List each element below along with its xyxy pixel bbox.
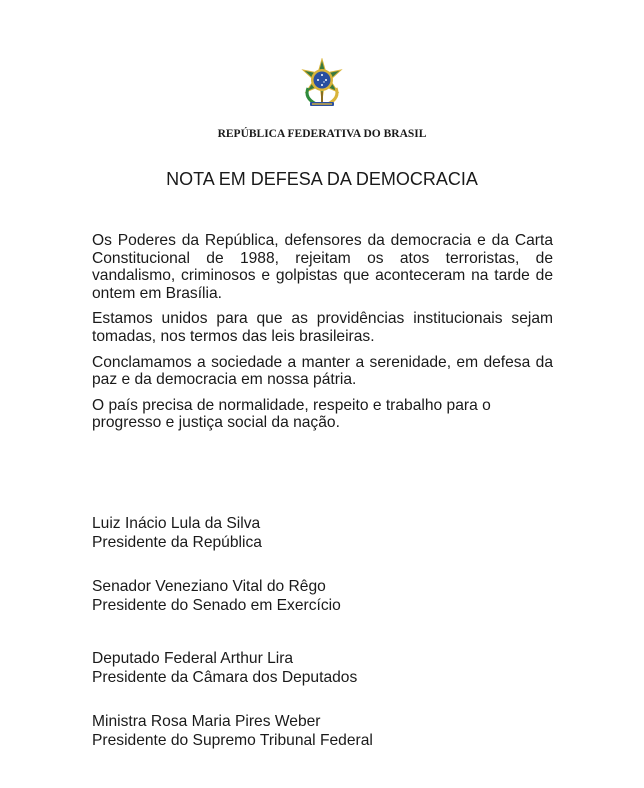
signer-name: Deputado Federal Arthur Lira	[92, 650, 294, 667]
signer-name: Ministra Rosa Maria Pires Weber	[92, 713, 321, 730]
signature-block	[92, 577, 341, 615]
country-name: REPÚBLICA FEDERATIVA DO BRASIL	[217, 128, 427, 140]
paragraph: Estamos unidos para que as providências institucionais sejam tomadas, nos termos das leis brasileiras.	[92, 310, 553, 345]
paragraph: Os Poderes da República, defensores da democracia e da Carta Constitucional de 1988, rejeitam os atos terroristas, de vandalismo, criminosos e golpistas que aconteceram na tarde de ontem em Brasília.	[92, 232, 553, 302]
signature-block	[92, 649, 357, 687]
signer-role: Presidente da República	[92, 534, 262, 551]
signer-name: Luiz Inácio Lula da Silva	[92, 515, 261, 532]
signature-block	[92, 712, 373, 750]
signer-role: Presidente da Câmara dos Deputados	[92, 669, 358, 686]
signer-name: Senador Veneziano Vital do Rêgo	[92, 578, 326, 595]
signer-role: Presidente do Senado em Exercício	[92, 597, 341, 614]
signer-role: Presidente do Supremo Tribunal Federal	[92, 732, 373, 749]
statement-body	[92, 232, 553, 440]
signature-block	[92, 514, 262, 552]
paragraph: Conclamamos a sociedade a manter a serenidade, em defesa da paz e da democracia em nossa pátria.	[92, 353, 553, 389]
page-title: NOTA EM DEFESA DA DEMOCRACIA	[166, 169, 478, 189]
paragraph: O país precisa de normalidade, respeito e trabalho para o progresso e justiça social da nação.	[92, 396, 491, 432]
brazil-coat-of-arms-icon	[298, 58, 346, 108]
